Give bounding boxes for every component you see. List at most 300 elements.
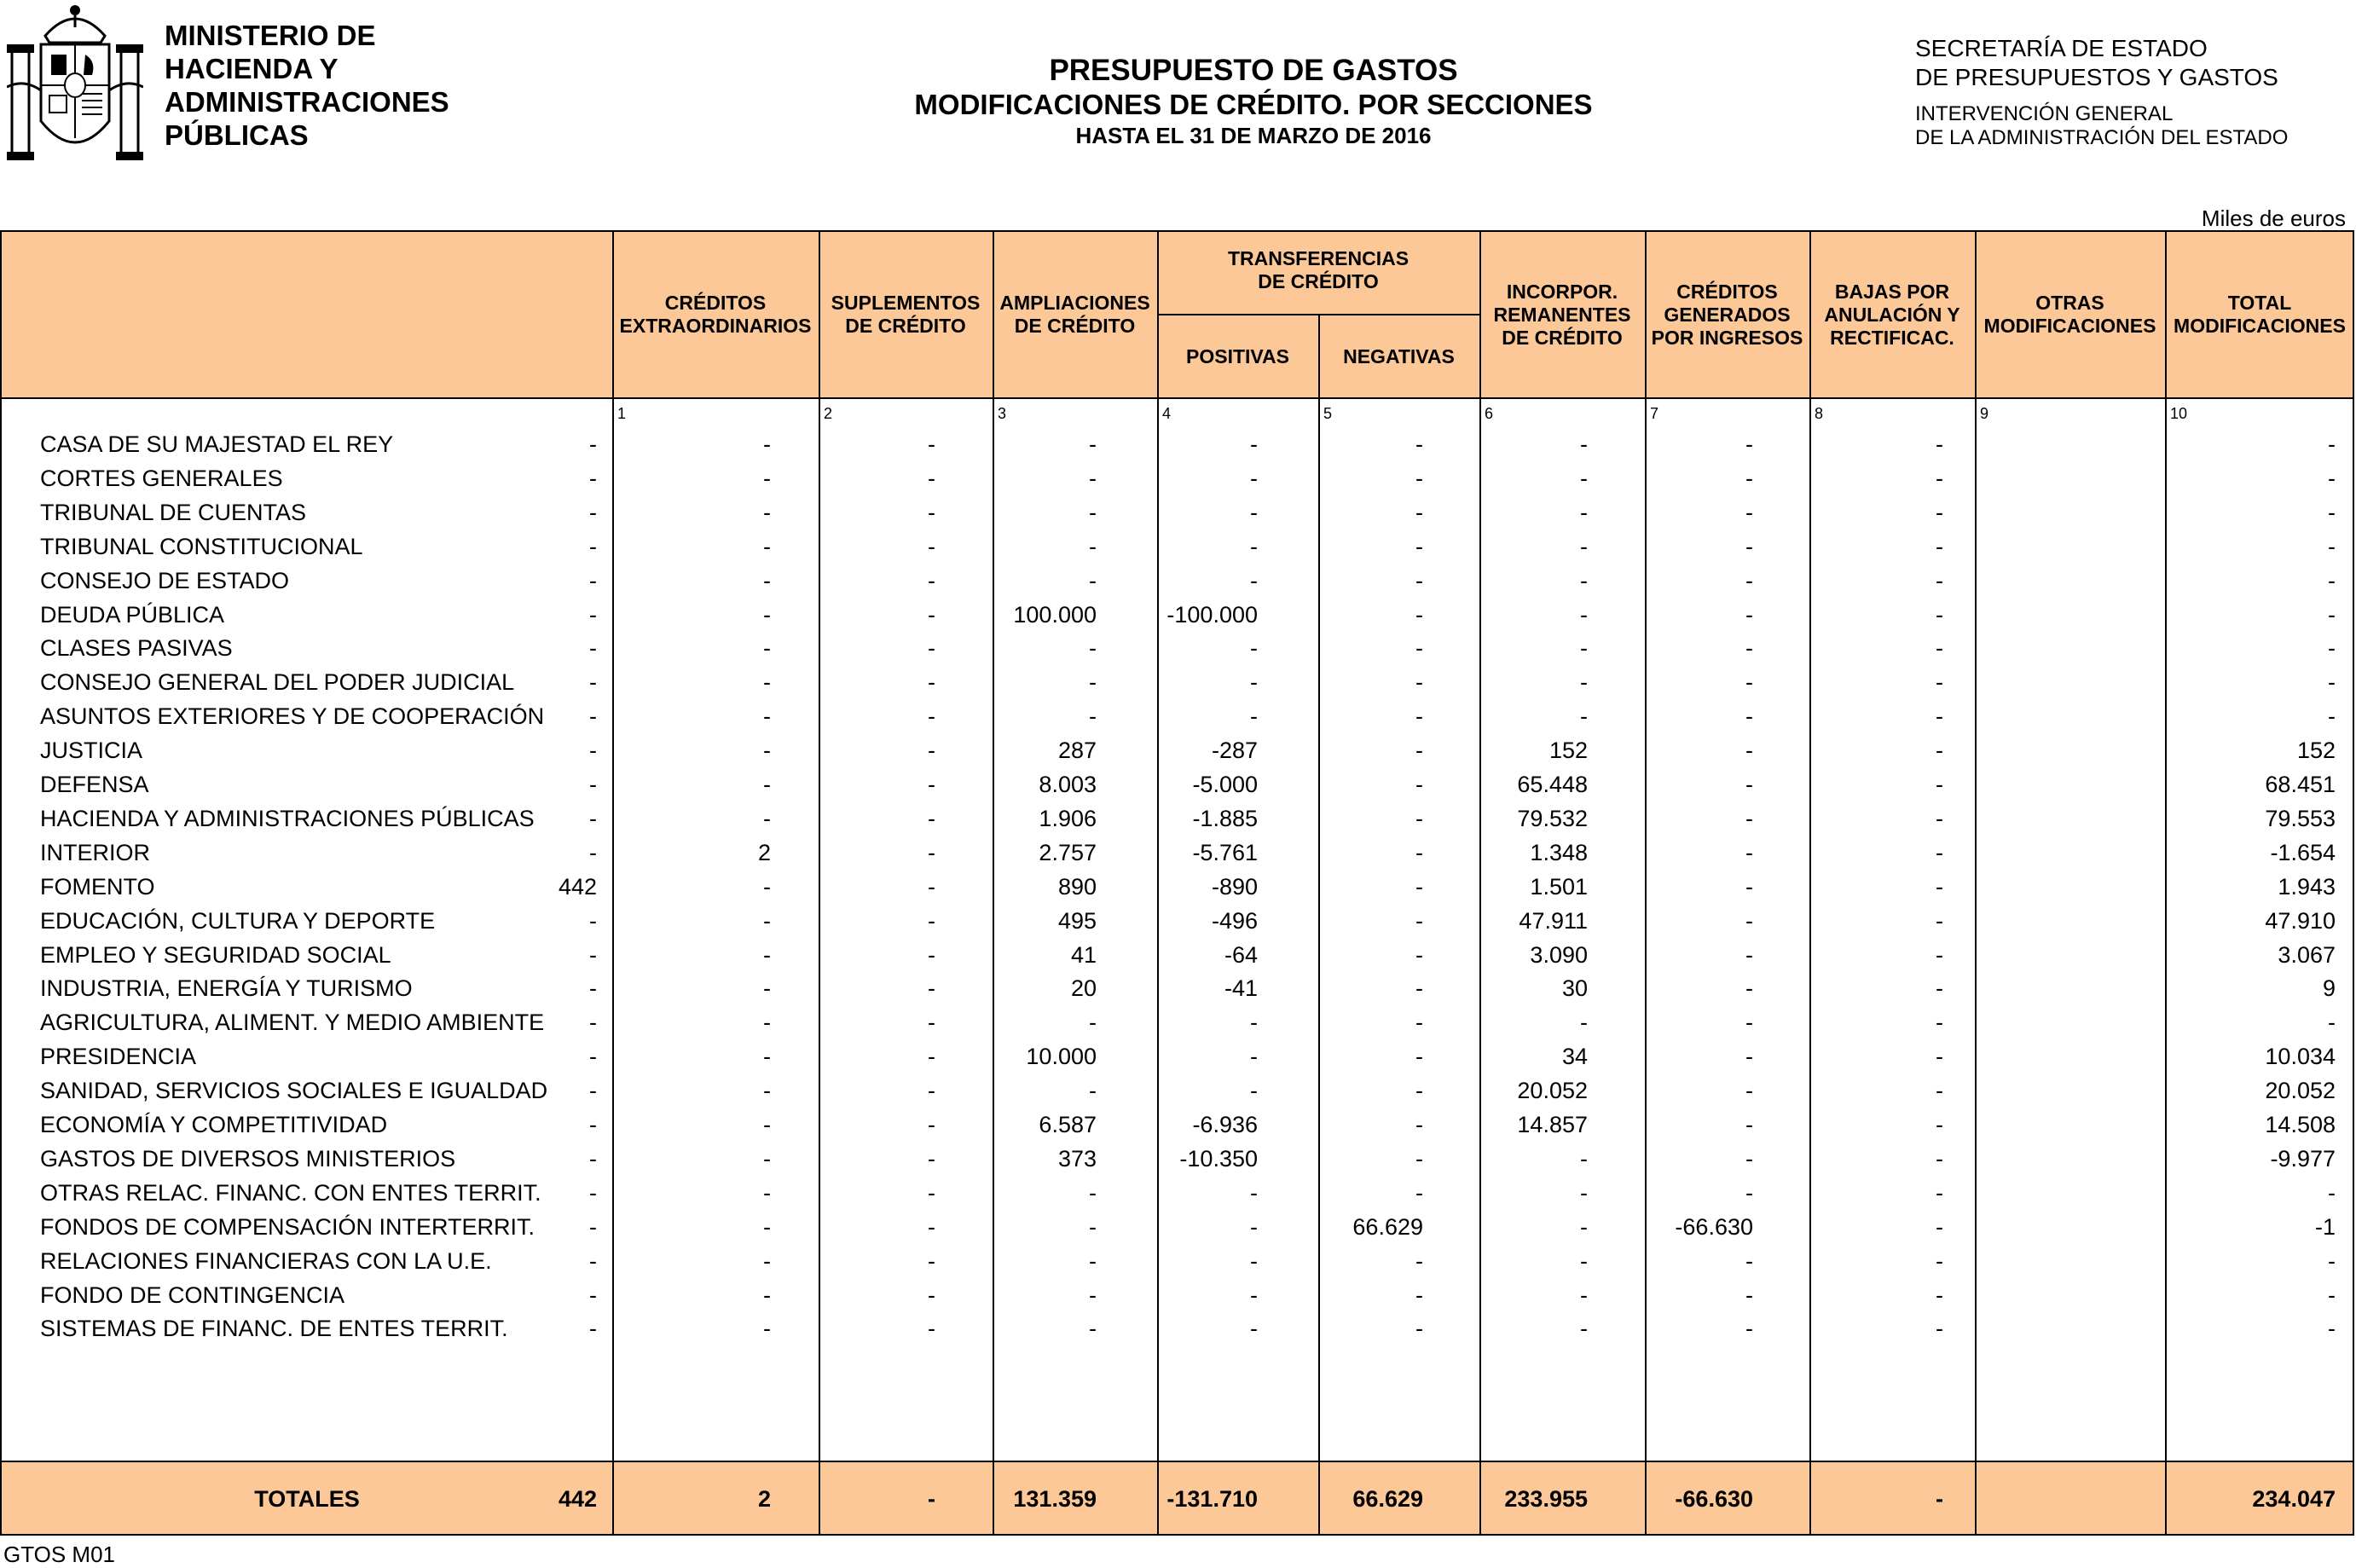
value-cell: 495 xyxy=(1057,907,1097,934)
col-header-transferencias: TRANSFERENCIAS DE CRÉDITO xyxy=(1227,247,1410,292)
section-name: ASUNTOS EXTERIORES Y DE COOPERACIÓN xyxy=(40,703,545,730)
value-cell: - xyxy=(1415,601,1423,628)
value-cell: 1.943 xyxy=(2278,873,2336,900)
value-cell: - xyxy=(1089,1078,1097,1104)
value-cell: - xyxy=(1250,533,1258,559)
value-cell: - xyxy=(589,1247,597,1274)
section-name: TRIBUNAL DE CUENTAS xyxy=(40,499,307,525)
value-cell: - xyxy=(1250,1078,1258,1104)
table-row xyxy=(2,836,2353,871)
section-name: ECONOMÍA Y COMPETITIVIDAD xyxy=(40,1112,388,1137)
value-cell: - xyxy=(1250,1282,1258,1308)
value-cell: - xyxy=(763,1112,771,1137)
value-cell: - xyxy=(589,805,597,831)
value-cell: - xyxy=(763,601,771,628)
value-cell: - xyxy=(1580,499,1588,525)
value-cell: - xyxy=(1936,907,1943,934)
value-cell: - xyxy=(1415,1112,1423,1137)
value-cell: - xyxy=(928,805,935,831)
value-cell: - xyxy=(763,1044,771,1070)
value-cell: - xyxy=(1745,975,1753,1002)
value-cell: - xyxy=(589,567,597,593)
total-cell: -66.630 xyxy=(1675,1486,1753,1512)
section-name: TRIBUNAL CONSTITUCIONAL xyxy=(40,533,363,559)
table-row xyxy=(2,871,2353,905)
ministry-line: MINISTERIO DE xyxy=(165,20,376,51)
value-cell: - xyxy=(763,1179,771,1206)
value-cell: - xyxy=(1089,1282,1097,1308)
value-cell: 2.757 xyxy=(1039,839,1097,865)
value-cell: - xyxy=(1415,941,1423,968)
value-cell: - xyxy=(763,772,771,797)
value-cell: - xyxy=(1415,1247,1423,1274)
value-cell: - xyxy=(1745,941,1753,968)
table-row xyxy=(2,530,2353,564)
col-number: 9 xyxy=(1980,405,1989,422)
value-cell: - xyxy=(589,465,597,491)
value-cell: - xyxy=(1745,1145,1753,1172)
table-row xyxy=(2,734,2353,768)
value-cell: - xyxy=(1936,465,1943,491)
value-cell: 442 xyxy=(558,873,597,900)
value-cell: - xyxy=(589,635,597,662)
value-cell: - xyxy=(589,669,597,696)
value-cell: - xyxy=(1936,1247,1943,1274)
value-cell: - xyxy=(763,1316,771,1342)
value-cell: - xyxy=(1415,1078,1423,1104)
value-cell: - xyxy=(928,1213,935,1240)
table-row xyxy=(2,1108,2353,1143)
value-cell: - xyxy=(1250,1179,1258,1206)
table-row xyxy=(2,1312,2353,1346)
value-cell: - xyxy=(1745,839,1753,865)
value-cell: 65.448 xyxy=(1517,772,1588,797)
table-row xyxy=(2,768,2353,802)
value-cell: 20 xyxy=(1070,975,1097,1002)
value-cell: - xyxy=(1745,567,1753,593)
col-header-generados: CRÉDITOS GENERADOS POR INGRESOS xyxy=(1651,280,1803,349)
total-cell: 2 xyxy=(757,1486,771,1512)
value-cell: - xyxy=(589,499,597,525)
issuer-block xyxy=(1915,34,2288,150)
report-title: PRESUPUESTO DE GASTOS xyxy=(1049,54,1458,87)
value-cell: - xyxy=(1089,499,1097,525)
value-cell: - xyxy=(1745,1282,1753,1308)
value-cell: -9.977 xyxy=(2270,1145,2336,1172)
value-cell: - xyxy=(1745,738,1753,764)
value-cell: - xyxy=(928,635,935,662)
value-cell: 30 xyxy=(1561,975,1588,1002)
section-name: SISTEMAS DE FINANC. DE ENTES TERRIT. xyxy=(40,1316,508,1342)
value-cell: - xyxy=(1936,703,1943,730)
value-cell: - xyxy=(1580,1010,1588,1036)
totals-row xyxy=(2,1464,2353,1536)
value-cell: - xyxy=(1415,669,1423,696)
value-cell: - xyxy=(1745,805,1753,831)
value-cell: - xyxy=(763,1282,771,1308)
value-cell: - xyxy=(928,1010,935,1036)
value-cell: 68.451 xyxy=(2265,772,2336,797)
value-cell: 9 xyxy=(2322,975,2336,1002)
value-cell: - xyxy=(928,499,935,525)
table-row xyxy=(2,1177,2353,1211)
value-cell: - xyxy=(928,1316,935,1342)
value-cell: - xyxy=(589,431,597,457)
value-cell: - xyxy=(928,1145,935,1172)
value-cell: - xyxy=(1745,533,1753,559)
value-cell: - xyxy=(1580,431,1588,457)
value-cell: - xyxy=(763,907,771,934)
section-name: RELACIONES FINANCIERAS CON LA U.E. xyxy=(40,1247,492,1274)
table-row xyxy=(2,802,2353,836)
value-cell: - xyxy=(589,1282,597,1308)
value-cell: - xyxy=(1580,1145,1588,1172)
section-name: DEUDA PÚBLICA xyxy=(40,601,225,628)
table-row xyxy=(2,1074,2353,1108)
value-cell: - xyxy=(763,635,771,662)
col-number: 8 xyxy=(1815,405,1824,422)
value-cell: - xyxy=(1745,1316,1753,1342)
value-cell: - xyxy=(763,1010,771,1036)
value-cell: - xyxy=(1415,1179,1423,1206)
value-cell: - xyxy=(589,907,597,934)
value-cell: - xyxy=(1415,839,1423,865)
value-cell: - xyxy=(589,1213,597,1240)
value-cell: - xyxy=(1089,465,1097,491)
value-cell: -1 xyxy=(2314,1213,2336,1240)
col-number: 3 xyxy=(998,405,1007,422)
value-cell: - xyxy=(1936,1044,1943,1070)
value-cell: - xyxy=(1250,1247,1258,1274)
value-cell: - xyxy=(763,1213,771,1240)
value-cell: - xyxy=(1089,669,1097,696)
value-cell: - xyxy=(928,907,935,934)
value-cell: 890 xyxy=(1057,873,1097,900)
col-header-negativas: NEGATIVAS xyxy=(1343,344,1455,367)
section-name: INTERIOR xyxy=(40,839,151,865)
value-cell: - xyxy=(1415,772,1423,797)
value-cell: - xyxy=(1745,431,1753,457)
value-cell: 20.052 xyxy=(2265,1078,2336,1104)
value-cell: - xyxy=(928,601,935,628)
value-cell: 287 xyxy=(1057,738,1097,764)
value-cell: -496 xyxy=(1211,907,1258,934)
value-cell: - xyxy=(1415,805,1423,831)
value-cell: - xyxy=(2328,601,2336,628)
section-name: FOMENTO xyxy=(40,873,155,900)
value-cell: -6.936 xyxy=(1192,1112,1258,1137)
ministry-line: PÚBLICAS xyxy=(165,119,309,151)
value-cell: 1.348 xyxy=(1530,839,1588,865)
value-cell: - xyxy=(1936,805,1943,831)
value-cell: 10.034 xyxy=(2265,1044,2336,1070)
value-cell: - xyxy=(763,805,771,831)
value-cell: - xyxy=(589,941,597,968)
value-cell: - xyxy=(1415,1145,1423,1172)
value-cell: - xyxy=(763,1078,771,1104)
value-cell: - xyxy=(1089,567,1097,593)
value-cell: 41 xyxy=(1070,941,1097,968)
table-row xyxy=(2,496,2353,530)
value-cell: 47.910 xyxy=(2265,907,2336,934)
value-cell: - xyxy=(1250,1213,1258,1240)
value-cell: - xyxy=(1936,1078,1943,1104)
value-cell: - xyxy=(928,1112,935,1137)
total-cell: 66.629 xyxy=(1352,1486,1423,1512)
value-cell: - xyxy=(1089,703,1097,730)
value-cell: - xyxy=(1936,533,1943,559)
value-cell: - xyxy=(1745,635,1753,662)
value-cell: - xyxy=(1745,703,1753,730)
value-cell: - xyxy=(928,533,935,559)
section-name: CASA DE SU MAJESTAD EL REY xyxy=(40,431,394,457)
value-cell: - xyxy=(1250,1010,1258,1036)
section-name: PRESIDENCIA xyxy=(40,1044,197,1070)
value-cell: 20.052 xyxy=(1517,1078,1588,1104)
value-cell: - xyxy=(1415,975,1423,1002)
value-cell: - xyxy=(1580,1179,1588,1206)
table-row xyxy=(2,632,2353,666)
value-cell: - xyxy=(928,975,935,1002)
ministry-name xyxy=(165,19,449,152)
value-cell: - xyxy=(2328,703,2336,730)
table-row xyxy=(2,905,2353,939)
value-cell: - xyxy=(1936,1179,1943,1206)
value-cell: - xyxy=(1745,907,1753,934)
col-number: 10 xyxy=(2170,405,2188,422)
value-cell: - xyxy=(1745,465,1753,491)
value-cell: -5.761 xyxy=(1192,839,1258,865)
value-cell: - xyxy=(2328,465,2336,491)
table-row xyxy=(2,1006,2353,1040)
value-cell: 1.501 xyxy=(1530,873,1588,900)
value-cell: - xyxy=(1936,738,1943,764)
value-cell: 79.532 xyxy=(1517,805,1588,831)
col-header-bajas: BAJAS POR ANULACIÓN Y RECTIFICAC. xyxy=(1824,280,1960,349)
table-row xyxy=(2,1279,2353,1313)
value-cell: - xyxy=(1580,465,1588,491)
section-name: DEFENSA xyxy=(40,772,149,797)
col-header-creditos-extraordinarios: CRÉDITOS EXTRAORDINARIOS xyxy=(619,292,812,337)
value-cell: - xyxy=(1936,941,1943,968)
units-label: Miles de euros xyxy=(2201,205,2346,231)
value-cell: - xyxy=(1089,1010,1097,1036)
total-cell: 234.047 xyxy=(2252,1486,2336,1512)
value-cell: 6.587 xyxy=(1039,1112,1097,1137)
col-number: 4 xyxy=(1162,405,1172,422)
value-cell: - xyxy=(1580,703,1588,730)
value-cell: - xyxy=(1745,1078,1753,1104)
value-cell: - xyxy=(1936,499,1943,525)
value-cell: - xyxy=(589,738,597,764)
value-cell: - xyxy=(2328,635,2336,662)
section-name: HACIENDA Y ADMINISTRACIONES PÚBLICAS xyxy=(40,805,535,831)
col-header-total: TOTAL MODIFICACIONES xyxy=(2174,292,2346,337)
ministry-line: HACIENDA Y xyxy=(165,53,339,84)
value-cell: - xyxy=(1250,669,1258,696)
value-cell: - xyxy=(589,601,597,628)
value-cell: - xyxy=(763,533,771,559)
value-cell: - xyxy=(763,465,771,491)
value-cell: - xyxy=(1415,873,1423,900)
value-cell: - xyxy=(1089,1213,1097,1240)
value-cell: - xyxy=(763,975,771,1002)
value-cell: - xyxy=(928,567,935,593)
col-header-suplementos: SUPLEMENTOS DE CRÉDITO xyxy=(831,292,981,337)
value-cell: - xyxy=(1415,907,1423,934)
value-cell: - xyxy=(1745,1010,1753,1036)
section-name: OTRAS RELAC. FINANC. CON ENTES TERRIT. xyxy=(40,1179,541,1206)
value-cell: - xyxy=(1415,703,1423,730)
value-cell: - xyxy=(589,1044,597,1070)
value-cell: - xyxy=(763,567,771,593)
value-cell: - xyxy=(1250,567,1258,593)
value-cell: - xyxy=(589,703,597,730)
section-name: CLASES PASIVAS xyxy=(40,635,233,662)
form-code: GTOS M01 xyxy=(3,1542,116,1567)
value-cell: - xyxy=(928,873,935,900)
value-cell: - xyxy=(1250,1316,1258,1342)
value-cell: - xyxy=(1250,499,1258,525)
value-cell: - xyxy=(1415,431,1423,457)
value-cell: - xyxy=(928,1282,935,1308)
value-cell: - xyxy=(1415,1044,1423,1070)
value-cell: 47.911 xyxy=(1519,907,1588,934)
value-cell: - xyxy=(589,1145,597,1172)
secretaria-line: SECRETARÍA DE ESTADO xyxy=(1915,35,2208,61)
value-cell: - xyxy=(928,839,935,865)
value-cell: - xyxy=(1936,1282,1943,1308)
total-cell: 131.359 xyxy=(1013,1486,1097,1512)
value-cell: - xyxy=(2328,499,2336,525)
value-cell: - xyxy=(1089,1247,1097,1274)
value-cell: - xyxy=(763,1247,771,1274)
col-header-positivas: POSITIVAS xyxy=(1186,344,1289,367)
section-name: EDUCACIÓN, CULTURA Y DEPORTE xyxy=(40,907,436,934)
value-cell: -100.000 xyxy=(1166,601,1258,628)
col-header-otras: OTRAS MODIFICACIONES xyxy=(1983,292,2156,337)
value-cell: - xyxy=(589,1112,597,1137)
value-cell: - xyxy=(1415,1316,1423,1342)
value-cell: - xyxy=(1936,567,1943,593)
value-cell: - xyxy=(1936,1010,1943,1036)
col-header-ampliaciones: AMPLIACIONES DE CRÉDITO xyxy=(999,292,1150,337)
value-cell: 14.857 xyxy=(1517,1112,1588,1137)
secretaria-line: DE PRESUPUESTOS Y GASTOS xyxy=(1915,64,2278,90)
value-cell: - xyxy=(1415,499,1423,525)
total-cell: 442 xyxy=(558,1486,597,1512)
section-name: CORTES GENERALES xyxy=(40,465,283,491)
total-cell: - xyxy=(1936,1486,1943,1512)
section-name: CONSEJO GENERAL DEL PODER JUDICIAL xyxy=(40,669,515,696)
value-cell: -66.630 xyxy=(1675,1213,1753,1240)
section-name: JUSTICIA xyxy=(40,738,143,764)
coat-of-arms-icon xyxy=(7,2,143,162)
table-row xyxy=(2,1040,2353,1074)
total-cell: 233.955 xyxy=(1504,1486,1588,1512)
value-cell: - xyxy=(928,1078,935,1104)
table-row xyxy=(2,462,2353,496)
value-cell: - xyxy=(763,431,771,457)
report-title-block xyxy=(742,53,1765,150)
col-number: 5 xyxy=(1323,405,1333,422)
value-cell: - xyxy=(1936,772,1943,797)
table-row xyxy=(2,428,2353,462)
table-row xyxy=(2,1211,2353,1245)
value-cell: - xyxy=(1745,1044,1753,1070)
value-cell: - xyxy=(763,703,771,730)
value-cell: - xyxy=(1089,1179,1097,1206)
value-cell: - xyxy=(589,1010,597,1036)
value-cell: - xyxy=(1745,601,1753,628)
value-cell: - xyxy=(1580,1282,1588,1308)
value-cell: -41 xyxy=(1224,975,1258,1002)
value-cell: - xyxy=(1580,1213,1588,1240)
value-cell: - xyxy=(1745,873,1753,900)
value-cell: - xyxy=(2328,1179,2336,1206)
table-row xyxy=(2,1143,2353,1177)
value-cell: - xyxy=(1745,1179,1753,1206)
total-cell: -131.710 xyxy=(1166,1486,1258,1512)
value-cell: - xyxy=(1580,1316,1588,1342)
value-cell: - xyxy=(1745,499,1753,525)
value-cell: 8.003 xyxy=(1039,772,1097,797)
value-cell: - xyxy=(763,669,771,696)
value-cell: - xyxy=(1745,772,1753,797)
value-cell: - xyxy=(1936,601,1943,628)
modifications-table xyxy=(0,230,2354,1536)
value-cell: - xyxy=(1415,1282,1423,1308)
value-cell: - xyxy=(1936,839,1943,865)
value-cell: - xyxy=(763,941,771,968)
value-cell: - xyxy=(1250,703,1258,730)
value-cell: - xyxy=(589,1078,597,1104)
value-cell: - xyxy=(928,703,935,730)
value-cell: -10.350 xyxy=(1179,1145,1258,1172)
value-cell: - xyxy=(1745,1112,1753,1137)
value-cell: - xyxy=(1580,601,1588,628)
section-name: CONSEJO DE ESTADO xyxy=(40,567,290,593)
value-cell: 152 xyxy=(1548,738,1588,764)
value-cell: 3.067 xyxy=(2278,941,2336,968)
value-cell: 34 xyxy=(1561,1044,1588,1070)
report-date: HASTA EL 31 DE MARZO DE 2016 xyxy=(1075,123,1432,148)
value-cell: - xyxy=(1415,738,1423,764)
value-cell: - xyxy=(1250,431,1258,457)
value-cell: -1.654 xyxy=(2270,839,2336,865)
section-name: FONDO DE CONTINGENCIA xyxy=(40,1282,345,1308)
value-cell: -1.885 xyxy=(1192,805,1258,831)
table-row xyxy=(2,939,2353,973)
value-cell: - xyxy=(1580,669,1588,696)
value-cell: - xyxy=(2328,1282,2336,1308)
value-cell: - xyxy=(2328,1247,2336,1274)
value-cell: - xyxy=(928,738,935,764)
value-cell: - xyxy=(928,772,935,797)
value-cell: - xyxy=(1936,873,1943,900)
value-cell: - xyxy=(928,465,935,491)
value-cell: - xyxy=(1936,1316,1943,1342)
value-cell: - xyxy=(1745,669,1753,696)
value-cell: - xyxy=(589,1316,597,1342)
value-cell: - xyxy=(2328,1316,2336,1342)
value-cell: - xyxy=(1089,635,1097,662)
value-cell: - xyxy=(2328,669,2336,696)
value-cell: - xyxy=(1415,533,1423,559)
value-cell: - xyxy=(1936,635,1943,662)
value-cell: -287 xyxy=(1211,738,1258,764)
value-cell: - xyxy=(589,772,597,797)
